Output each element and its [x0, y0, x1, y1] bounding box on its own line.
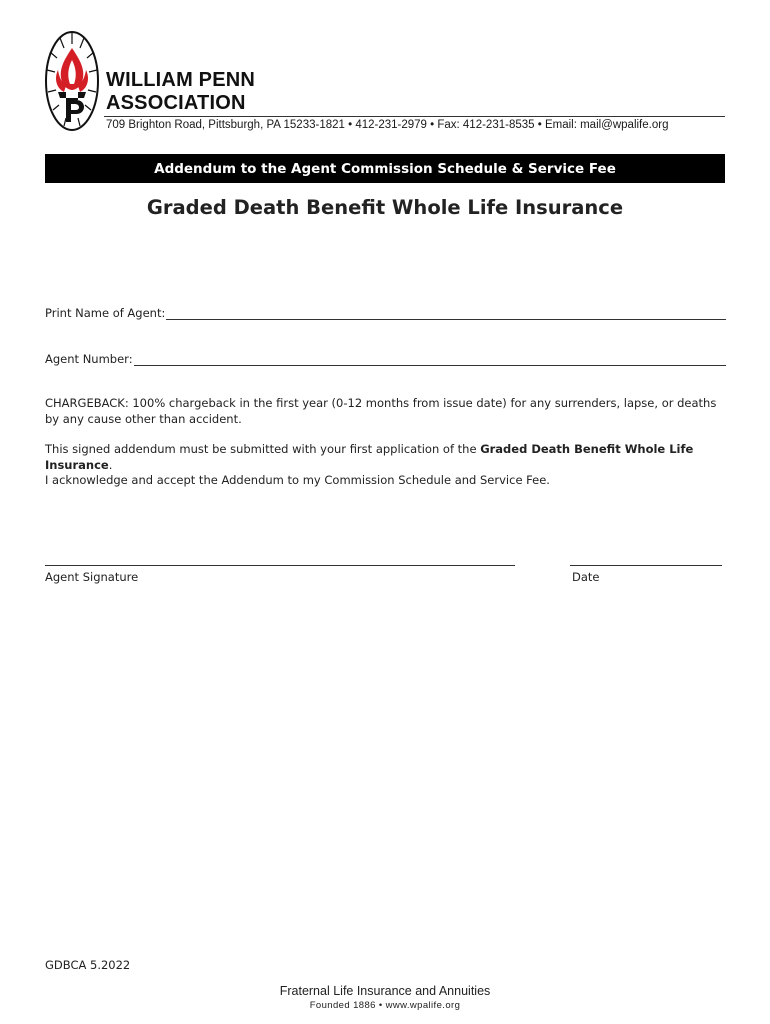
document-title: Graded Death Benefit Whole Life Insurance — [146, 196, 624, 219]
submit-suffix: . — [108, 458, 113, 472]
submit-paragraph — [45, 441, 725, 473]
form-code: GDBCA 5.2022 — [45, 958, 131, 972]
submit-prefix: This signed addendum must be submitted with your first application of the — [45, 442, 481, 456]
agent-number-blank[interactable] — [134, 353, 726, 366]
date-line[interactable] — [570, 565, 722, 566]
addendum-banner: Addendum to the Agent Commission Schedule & Service Fee — [45, 154, 725, 183]
acknowledge-paragraph: I acknowledge and accept the Addendum to my Commission Schedule and Service Fee. — [45, 473, 550, 487]
submit-product: Graded Death Benefit Whole Life Insurance — [45, 442, 694, 472]
agent-signature-label: Agent Signature — [45, 570, 139, 584]
header-divider — [104, 116, 725, 117]
agent-number-field[interactable] — [45, 348, 726, 366]
footer-founded: Founded 1886 • www.wpalife.org — [309, 1000, 461, 1011]
chargeback-paragraph: CHARGEBACK: 100% chargeback in the first year (0-12 months from issue date) for any surrenders, lapse, or deaths by any cause other than accident. — [45, 396, 717, 426]
org-address: 709 Brighton Road, Pittsburgh, PA 15233-1821 • 412-231-2979 • Fax: 412-231-8535 • Email: mail@wpalife.org — [106, 119, 669, 131]
william-penn-logo — [44, 30, 100, 132]
date-label: Date — [572, 570, 600, 584]
footer-tagline: Fraternal Life Insurance and Annuities — [279, 984, 491, 998]
org-name-line2: ASSOCIATION — [106, 92, 246, 114]
agent-number-label: Agent Number: — [45, 352, 133, 366]
agent-name-field[interactable] — [45, 302, 726, 320]
org-name-line1: WILLIAM PENN — [106, 69, 256, 91]
flame-wp-logo-icon — [44, 30, 100, 132]
agent-name-blank[interactable] — [166, 307, 726, 320]
agent-name-label: Print Name of Agent: — [45, 306, 166, 320]
agent-signature-line[interactable] — [45, 565, 515, 566]
